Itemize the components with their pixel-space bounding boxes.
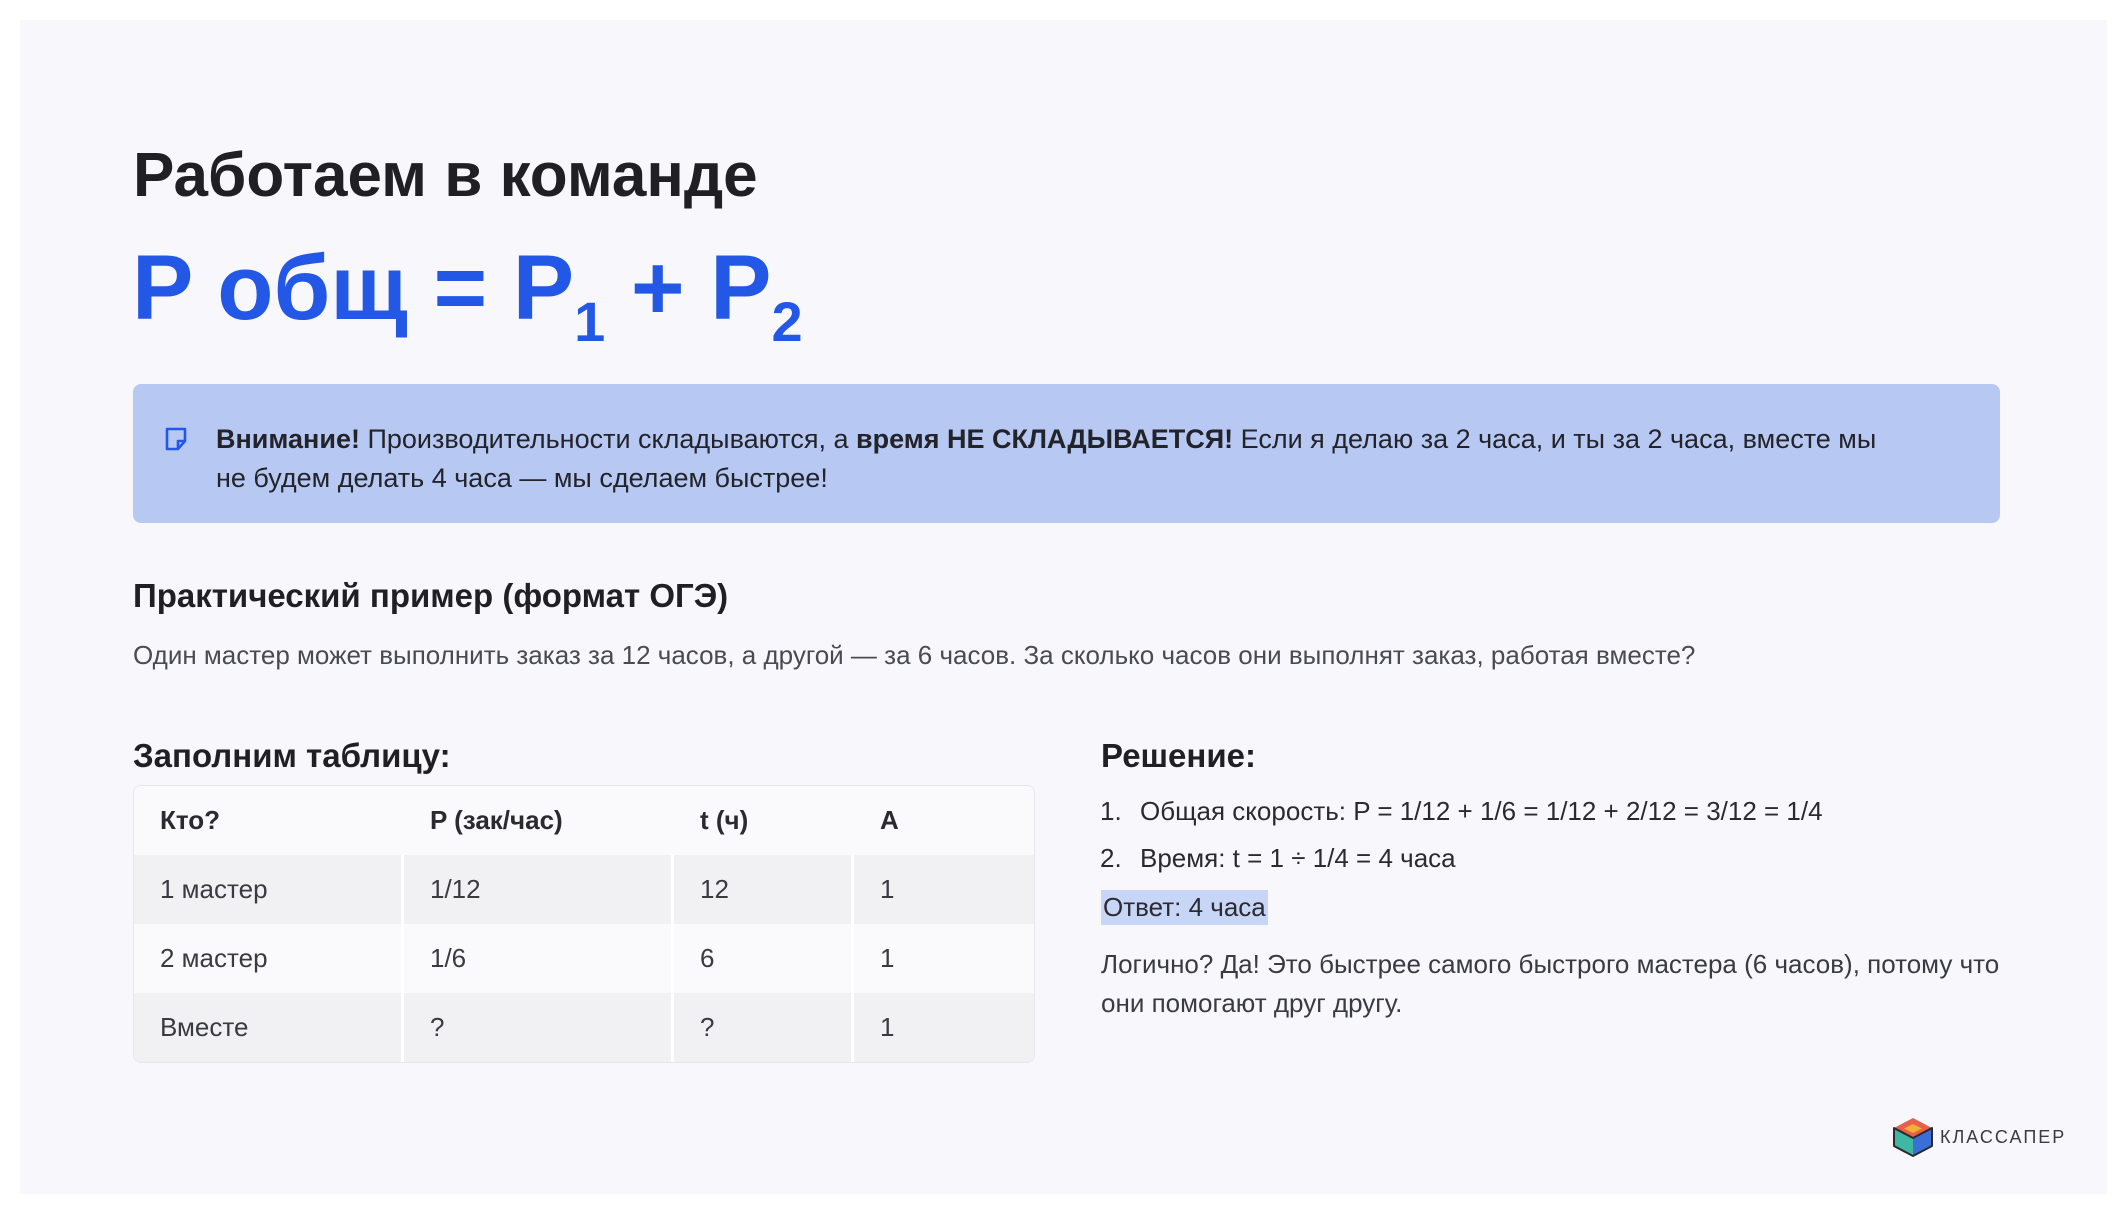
solution-step [1100, 788, 1823, 835]
conclusion-text: Логично? Да! Это быстрее самого быстрого мастера (6 часов), потому что они помогают друг другу. [1101, 949, 2000, 1018]
table-cell: 6 [674, 924, 854, 993]
step-number: 2. [1100, 843, 1122, 873]
work-table [133, 785, 1035, 1063]
table-cell: 1 [880, 943, 895, 973]
solution-heading: Решение: [1101, 737, 1256, 774]
table-header-row [134, 786, 1034, 855]
answer-highlight: Ответ: 4 часа [1101, 890, 1268, 925]
table-cell: 12 [674, 855, 854, 924]
column-header: Кто? [160, 805, 221, 835]
cube-logo-icon [1890, 1116, 1936, 1158]
table-cell: 1 [880, 874, 895, 904]
table-row [134, 855, 1034, 924]
slide [20, 20, 2107, 1194]
table-cell: ? [674, 993, 854, 1062]
table-cell: 1/12 [404, 855, 674, 924]
logo-text: КЛАССАПЕР [1940, 1126, 2067, 1147]
table-row [134, 924, 1034, 993]
column-header: P (зак/час) [430, 805, 563, 835]
formula-left: P общ = P [132, 237, 575, 339]
solution-step [1100, 835, 1823, 882]
table-cell: 1 мастер [134, 855, 404, 924]
formula-sub-1: 1 [574, 290, 606, 353]
table-cell: Вместе [134, 993, 404, 1062]
table-row [134, 993, 1034, 1062]
attention-callout [133, 384, 2000, 523]
table-cell: 1/6 [404, 924, 674, 993]
callout-text-1: Производительности складываются, а [359, 424, 856, 454]
practice-heading: Практический пример (формат ОГЭ) [133, 577, 729, 614]
problem-text: Один мастер может выполнить заказ за 12 часов, а другой — за 6 часов. За сколько часов они выполнят заказ, работая вместе? [133, 640, 1696, 670]
table-cell: 2 мастер [134, 924, 404, 993]
table-cell: 1 [880, 1012, 895, 1042]
step-number: 1. [1100, 796, 1122, 826]
table-heading: Заполним таблицу: [133, 737, 451, 774]
step-text: Общая скорость: P = 1/12 + 1/6 = 1/12 + 2/12 = 3/12 = 1/4 [1140, 796, 1823, 826]
column-header: A [880, 805, 899, 835]
formula-sub-2: 2 [771, 290, 803, 353]
solution-steps [1100, 788, 1823, 882]
note-icon [163, 426, 189, 452]
step-text: Время: t = 1 ÷ 1/4 = 4 часа [1140, 843, 1456, 873]
page-title: Работаем в команде [133, 141, 758, 210]
column-header: t (ч) [700, 805, 749, 835]
formula [132, 237, 803, 353]
callout-text-2: Если я делаю за 2 часа, и ты за 2 часа, вместе мы не будем делать 4 часа — мы сделаем быстрее! [216, 424, 1877, 493]
formula-plus: + P [605, 237, 772, 339]
table-cell: ? [404, 993, 674, 1062]
callout-strong-attention: Внимание! [216, 424, 360, 454]
brand-logo [1890, 1116, 2066, 1158]
callout-strong-time: время НЕ СКЛАДЫВАЕТСЯ! [856, 424, 1234, 454]
